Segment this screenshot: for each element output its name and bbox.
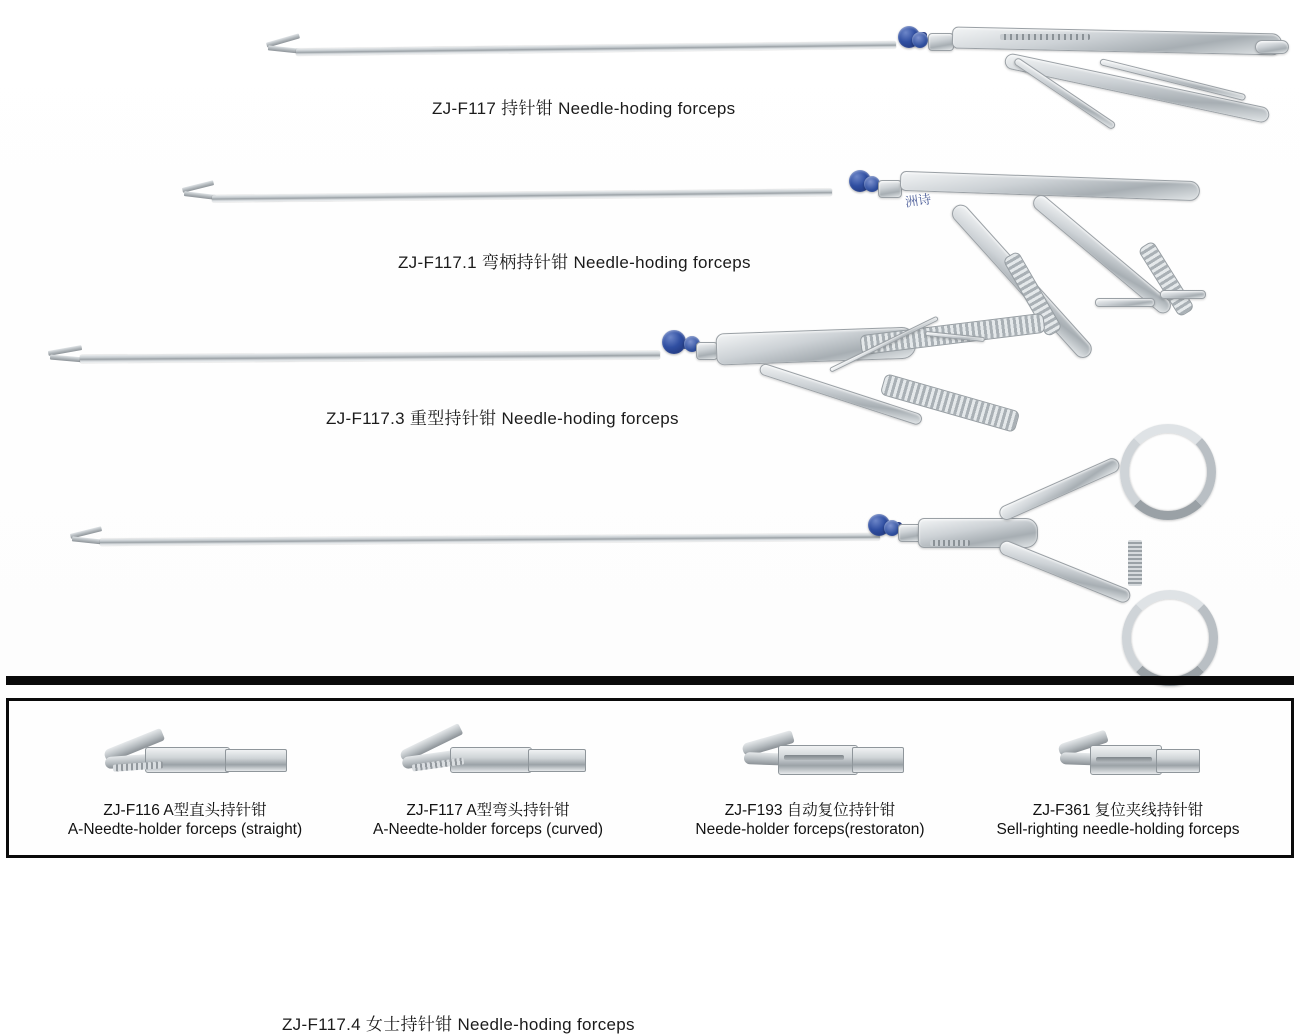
tip-body — [778, 745, 858, 775]
tip-caption-line2: Sell-righting needle-holding forceps — [996, 821, 1240, 838]
instrument-caption: ZJ-F117.4 女士持针钳 Needle-hoding forceps — [282, 1015, 635, 1034]
rotation-knob — [662, 330, 686, 354]
instrument-caption: ZJ-F117.1 弯柄持针钳 Needle-hoding forceps — [398, 253, 751, 272]
ratchet-rack — [1000, 34, 1090, 40]
tip-item-zj-f116 — [25, 711, 345, 856]
lower-scissor-arm — [997, 539, 1132, 605]
shaft-collar — [878, 180, 902, 198]
thumb-rest — [1255, 40, 1289, 54]
tip-item-zj-f117 — [328, 711, 648, 856]
ratchet-teeth — [1128, 540, 1142, 586]
instrument-shaft — [212, 189, 832, 202]
handle-crossbar-2 — [1160, 290, 1206, 299]
lower-grip-knurl — [880, 373, 1021, 433]
tip-sleeve — [528, 749, 586, 772]
bottom-tip-gallery — [0, 701, 1300, 860]
instrument-shaft — [296, 41, 896, 55]
tip-item-zj-f193 — [650, 711, 970, 856]
tip-caption-line1: ZJ-F117 A型弯头持针钳 — [406, 802, 570, 819]
tip-caption-line2: A-Needte-holder forceps (straight) — [67, 821, 303, 838]
tip-caption-line2: Neede-holder forceps(restoraton) — [695, 821, 925, 838]
tip-slot — [784, 755, 844, 760]
instrument-caption: ZJ-F117.3 重型持针钳 Needle-hoding forceps — [326, 409, 679, 428]
instrument-shaft — [100, 533, 880, 545]
handle-crossbar — [1095, 298, 1155, 307]
tip-sleeve — [1156, 749, 1200, 773]
shaft-collar — [696, 342, 718, 360]
tip-sleeve — [852, 747, 904, 773]
rotation-knob-ring — [912, 32, 928, 48]
tip-illustration — [25, 711, 345, 801]
tip-caption-line1: ZJ-F361 复位夹线持针钳 — [1032, 802, 1204, 819]
engraving-mark: 洲诗 — [904, 192, 933, 211]
instrument-zj-f117 — [0, 0, 1300, 150]
tip-slot — [1096, 757, 1152, 762]
tip-sleeve — [225, 749, 287, 772]
section-divider-thick — [6, 676, 1294, 685]
tip-caption-line2: A-Needte-holder forceps (curved) — [372, 821, 604, 838]
tip-caption-line1: ZJ-F193 自动复位持针钳 — [724, 802, 896, 819]
tip-illustration — [328, 711, 648, 801]
tip-body — [145, 747, 230, 773]
upper-scissor-arm — [997, 456, 1122, 523]
instrument-zj-f117-1 — [0, 150, 1300, 310]
instrument-caption: ZJ-F117 持针钳 Needle-hoding forceps — [432, 99, 736, 118]
finger-ring-upper — [1120, 424, 1216, 520]
tip-illustration — [958, 711, 1278, 801]
lower-handle-lever — [1003, 52, 1270, 124]
upper-handle-bar — [952, 27, 1282, 56]
tip-item-zj-f361 — [958, 711, 1278, 856]
instrument-shaft — [80, 351, 660, 363]
shaft-collar — [928, 33, 954, 51]
ratchet-rack — [930, 540, 970, 546]
tip-illustration — [650, 711, 970, 801]
upper-handle-bar — [900, 171, 1201, 201]
finger-ring-lower — [1122, 590, 1218, 686]
tip-caption-line1: ZJ-F116 A型直头持针钳 — [103, 802, 267, 819]
